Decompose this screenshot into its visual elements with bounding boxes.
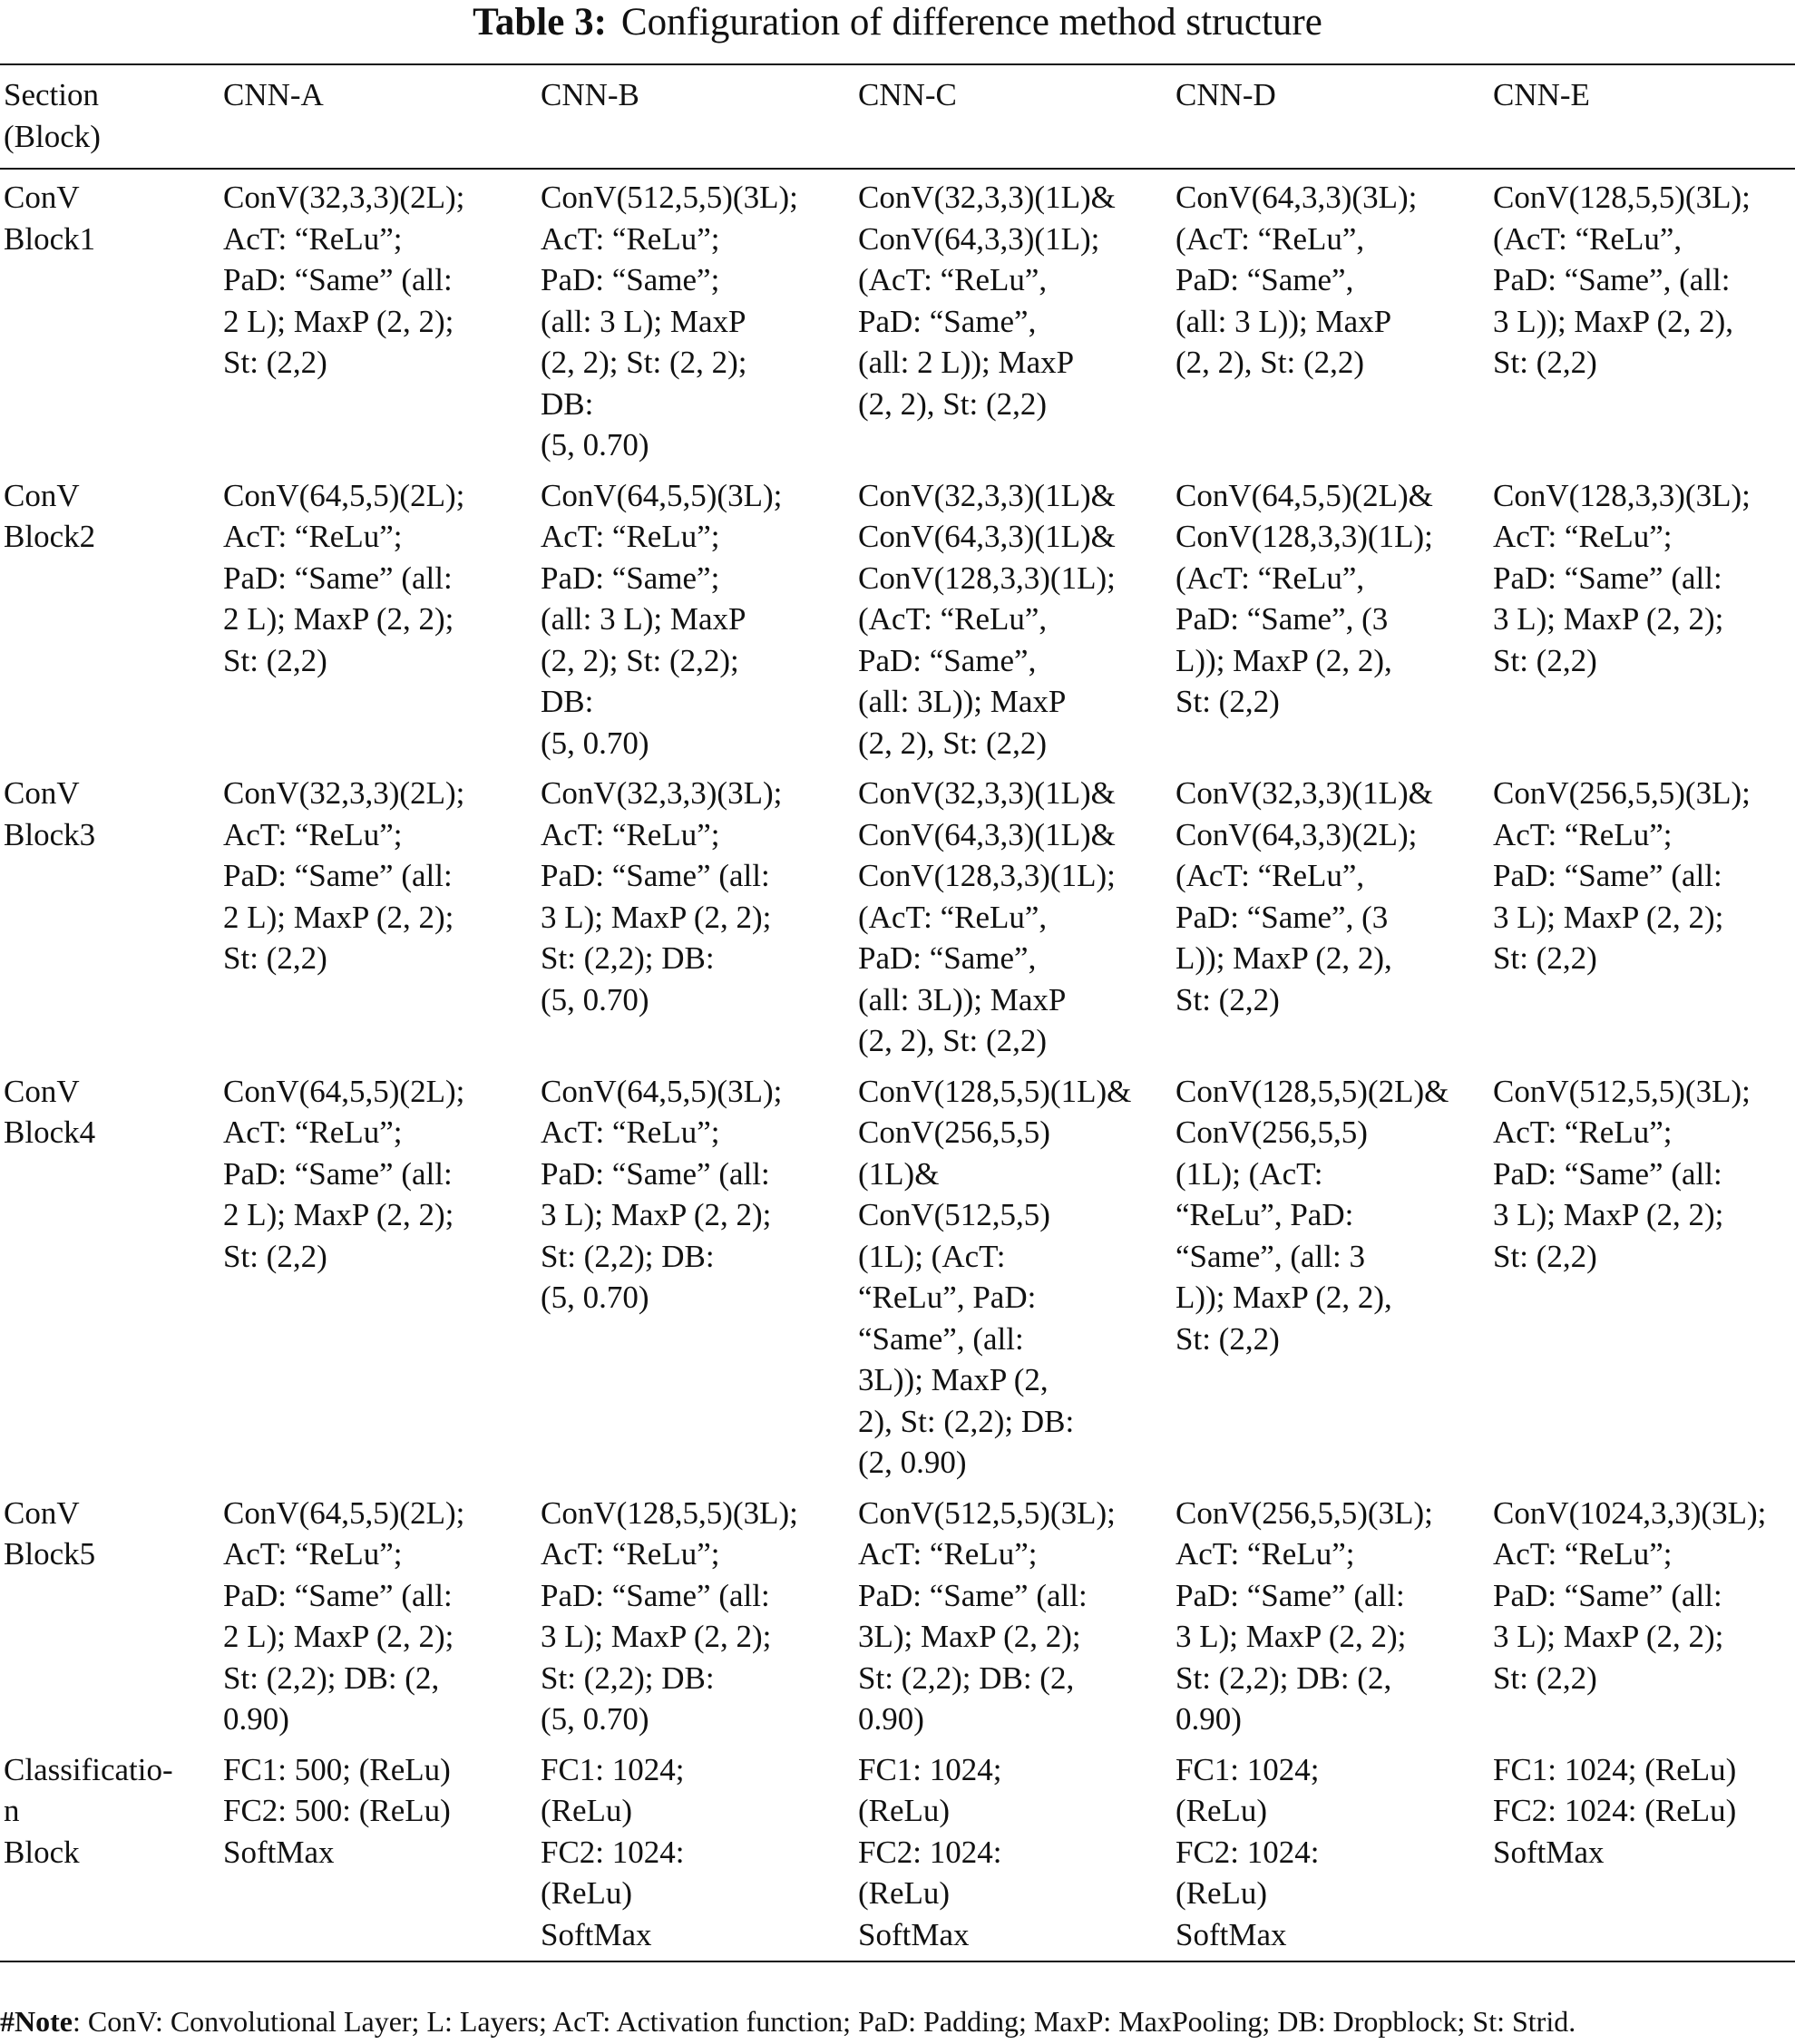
cell-cnn-d: ConV(64,3,3)(3L); (AcT: “ReLu”, PaD: “Same”, (all: 3 L)); MaxP (2, 2), St: (2,2)	[1176, 180, 1418, 380]
section-cell: ConV Block4	[4, 1073, 96, 1150]
cell-cnn-a: ConV(64,5,5)(2L); AcT: “ReLu”; PaD: “Same” (all: 2 L); MaxP (2, 2); St: (2,2); DB: (2, 0.90)	[223, 1494, 465, 1737]
cell-cnn-b: ConV(128,5,5)(3L); AcT: “ReLu”; PaD: “Same” (all: 3 L); MaxP (2, 2); St: (2,2); DB: (5, 0.70)	[541, 1494, 798, 1737]
configuration-table	[0, 63, 1795, 1962]
cell-cnn-d: ConV(128,5,5)(2L)& ConV(256,5,5) (1L); (AcT: “ReLu”, PaD: “Same”, (all: 3 L)); MaxP (2, 2), St: (2,2)	[1176, 1073, 1449, 1357]
cell-cnn-b: ConV(32,3,3)(3L); AcT: “ReLu”; PaD: “Same” (all: 3 L); MaxP (2, 2); St: (2,2); DB: (5, 0.70)	[541, 775, 783, 1017]
cell-cnn-a: FC1: 500; (ReLu) FC2: 500: (ReLu) SoftMax	[223, 1751, 451, 1870]
cell-cnn-a: ConV(64,5,5)(2L); AcT: “ReLu”; PaD: “Same” (all: 2 L); MaxP (2, 2); St: (2,2)	[223, 1073, 465, 1274]
cell-cnn-e: FC1: 1024; (ReLu) FC2: 1024: (ReLu) SoftMax	[1493, 1751, 1737, 1870]
header-cnn-a: CNN-A	[223, 77, 324, 112]
header-cnn-c: CNN-C	[858, 77, 957, 112]
section-cell: ConV Block1	[4, 180, 96, 257]
table-header-row	[0, 64, 1795, 169]
cell-cnn-d: FC1: 1024; (ReLu) FC2: 1024: (ReLu) SoftMax	[1176, 1751, 1320, 1952]
table-caption	[0, 0, 1795, 45]
cell-cnn-c: ConV(512,5,5)(3L); AcT: “ReLu”; PaD: “Same” (all: 3L); MaxP (2, 2); St: (2,2); DB: (2, 0.90)	[858, 1494, 1116, 1737]
cell-cnn-c: FC1: 1024; (ReLu) FC2: 1024: (ReLu) SoftMax	[858, 1751, 1002, 1952]
cell-cnn-b: ConV(512,5,5)(3L); AcT: “ReLu”; PaD: “Same”; (all: 3 L); MaxP (2, 2); St: (2, 2); DB: (5, 0.70)	[541, 180, 798, 462]
table-footnote	[0, 2002, 1795, 2040]
cell-cnn-a: ConV(32,3,3)(2L); AcT: “ReLu”; PaD: “Same” (all: 2 L); MaxP (2, 2); St: (2,2)	[223, 775, 465, 976]
section-cell: ConV Block5	[4, 1494, 96, 1572]
table-row-block4	[0, 1064, 1795, 1485]
cell-cnn-d: ConV(256,5,5)(3L); AcT: “ReLu”; PaD: “Same” (all: 3 L); MaxP (2, 2); St: (2,2); DB: (2, 0.90)	[1176, 1494, 1433, 1737]
cell-cnn-c: ConV(32,3,3)(1L)& ConV(64,3,3)(1L)& ConV(128,3,3)(1L); (AcT: “ReLu”, PaD: “Same”, (all: 3L)); MaxP (2, 2), St: (2,2)	[858, 477, 1116, 761]
cell-cnn-b: ConV(64,5,5)(3L); AcT: “ReLu”; PaD: “Same” (all: 3 L); MaxP (2, 2); St: (2,2); DB: (5, 0.70)	[541, 1073, 783, 1315]
table-caption-label: Table 3:	[473, 1, 607, 44]
table-row-block5	[0, 1485, 1795, 1742]
cell-cnn-d: ConV(64,5,5)(2L)& ConV(128,3,3)(1L); (AcT: “ReLu”, PaD: “Same”, (3 L)); MaxP (2, 2), St: (2,2)	[1176, 477, 1433, 719]
cell-cnn-d: ConV(32,3,3)(1L)& ConV(64,3,3)(2L); (AcT: “ReLu”, PaD: “Same”, (3 L)); MaxP (2, 2), St: (2,2)	[1176, 775, 1433, 1017]
cell-cnn-a: ConV(64,5,5)(2L); AcT: “ReLu”; PaD: “Same” (all: 2 L); MaxP (2, 2); St: (2,2)	[223, 477, 465, 678]
header-cnn-e: CNN-E	[1493, 77, 1590, 112]
table-row-classification	[0, 1742, 1795, 1962]
cell-cnn-b: ConV(64,5,5)(3L); AcT: “ReLu”; PaD: “Same”; (all: 3 L); MaxP (2, 2); St: (2,2); DB: (5, 0.70)	[541, 477, 783, 761]
cell-cnn-e: ConV(1024,3,3)(3L); AcT: “ReLu”; PaD: “Same” (all: 3 L); MaxP (2, 2); St: (2,2)	[1493, 1494, 1767, 1696]
table-caption-text: Configuration of difference method structure	[620, 1, 1322, 44]
table-row-block2	[0, 468, 1795, 766]
cell-cnn-c: ConV(32,3,3)(1L)& ConV(64,3,3)(1L)& ConV(128,3,3)(1L); (AcT: “ReLu”, PaD: “Same”, (all: 3L)); MaxP (2, 2), St: (2,2)	[858, 775, 1116, 1058]
table-row-block1	[0, 169, 1795, 468]
cell-cnn-e: ConV(128,3,3)(3L); AcT: “ReLu”; PaD: “Same” (all: 3 L); MaxP (2, 2); St: (2,2)	[1493, 477, 1751, 678]
header-cnn-b: CNN-B	[541, 77, 639, 112]
footnote-label: #Note	[0, 2005, 73, 2038]
cell-cnn-c: ConV(32,3,3)(1L)& ConV(64,3,3)(1L); (AcT: “ReLu”, PaD: “Same”, (all: 2 L)); MaxP (2, 2), St: (2,2)	[858, 180, 1116, 422]
cell-cnn-c: ConV(128,5,5)(1L)& ConV(256,5,5) (1L)& ConV(512,5,5) (1L); (AcT: “ReLu”, PaD: “Same”, (all: 3L)); MaxP (2, 2), St: (2,2); DB: (2, 0.90)	[858, 1073, 1132, 1480]
section-cell: Classificatio- n Block	[4, 1751, 173, 1870]
cell-cnn-e: ConV(256,5,5)(3L); AcT: “ReLu”; PaD: “Same” (all: 3 L); MaxP (2, 2); St: (2,2)	[1493, 775, 1751, 976]
cell-cnn-e: ConV(512,5,5)(3L); AcT: “ReLu”; PaD: “Same” (all: 3 L); MaxP (2, 2); St: (2,2)	[1493, 1073, 1751, 1274]
cell-cnn-e: ConV(128,5,5)(3L); (AcT: “ReLu”, PaD: “Same”, (all: 3 L)); MaxP (2, 2), St: (2,2)	[1493, 180, 1751, 380]
table-row-block3	[0, 765, 1795, 1064]
header-section: Section (Block)	[4, 77, 101, 154]
cell-cnn-a: ConV(32,3,3)(2L); AcT: “ReLu”; PaD: “Same” (all: 2 L); MaxP (2, 2); St: (2,2)	[223, 180, 465, 380]
header-cnn-d: CNN-D	[1176, 77, 1276, 112]
section-cell: ConV Block3	[4, 775, 96, 852]
cell-cnn-b: FC1: 1024; (ReLu) FC2: 1024: (ReLu) SoftMax	[541, 1751, 685, 1952]
section-cell: ConV Block2	[4, 477, 96, 554]
table-header	[0, 64, 1795, 169]
table-body	[0, 169, 1795, 1961]
footnote-text: : ConV: Convolutional Layer; L: Layers; AcT: Activation function; PaD: Padding; MaxP: MaxPooling; DB: Dropblock; St: Strid.	[72, 2005, 1576, 2038]
